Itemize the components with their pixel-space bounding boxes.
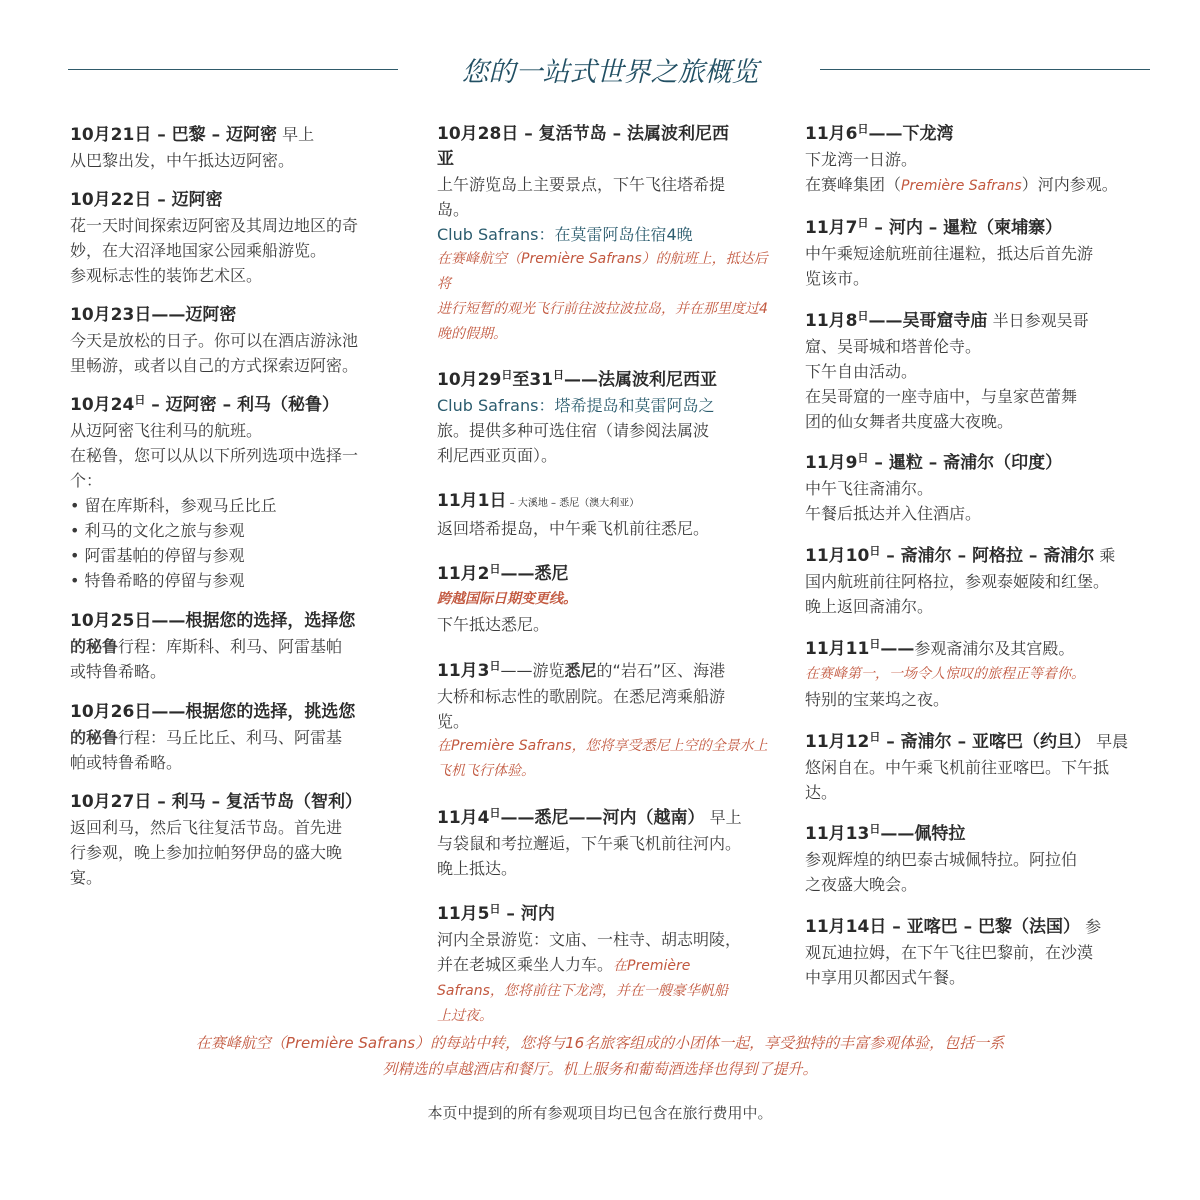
highlight-note: 上过夜。 xyxy=(437,1008,493,1024)
entry-heading: 10月23日——迈阿密 xyxy=(70,305,237,325)
footer-line: 在赛峰航空（Première Safrans）的每站中转，您将与16名旅客组成的小团体一起，享受独特的丰富参观体验，包括一系 xyxy=(195,1034,1005,1052)
option-list xyxy=(70,493,400,593)
itinerary-entry xyxy=(805,216,1160,291)
entry-heading: 11月1日 – 大溪地 – 悉尼（澳大利亚） xyxy=(437,491,640,511)
itinerary-entry xyxy=(805,822,1160,897)
entry-heading: 11月$13^日——$佩特拉 xyxy=(805,822,966,844)
entry-text: 在秘鲁，您可以从以下所列选项中选择一 xyxy=(70,446,359,465)
highlight-note: 在赛峰航空（Première Safrans）的航班上，抵达后将 xyxy=(437,251,768,292)
list-item: • 阿雷基帕的停留与参观 xyxy=(70,543,400,568)
entry-text: 从迈阿密飞往利马的航班。 xyxy=(70,421,263,440)
itinerary-column-3 xyxy=(805,122,1160,1007)
entry-inline-text: 早上 xyxy=(277,125,315,144)
itinerary-entry: 11月$5^日$ – 河内 河内全景游览：文庙、一柱寺、胡志明陵， 并在老城区乘坐人力车。在Première Safrans，您将前往下龙湾，并在一艘豪华帆船 上过夜。 xyxy=(437,902,779,1029)
entry-heading: 11月$3^日$ xyxy=(437,659,501,681)
entry-heading: 11月$6^日——$下龙湾 xyxy=(805,122,954,144)
itinerary-entry: 11月$6^日——$下龙湾 下龙湾一日游。 在赛峰集团（Première Safrans）河内参观。 xyxy=(805,122,1160,199)
entry-text: 行参观，晚上参加拉帕努伊岛的盛大晚 xyxy=(70,843,343,862)
entry-text: 行程：库斯科、利马、阿雷基帕 xyxy=(118,637,343,656)
itinerary-entry: 10月26日——根据您的选择，挑选您 的秘鲁行程：马丘比丘、利马、阿雷基 帕或特鲁希略。 xyxy=(70,699,400,775)
entry-text: 里畅游，或者以自己的方式探索迈阿密。 xyxy=(70,356,359,375)
entry-heading: 亚 xyxy=(437,149,454,169)
entry-heading: 10月$29^日$至$31^日——$法属波利尼西亚 xyxy=(437,368,717,390)
entry-text: 午餐后抵达并入住酒店。 xyxy=(805,504,982,523)
entry-heading: 11月$5^日$ – 河内 xyxy=(437,902,555,924)
itinerary-entry: 11月$12^日$ – 斋浦尔 – 亚喀巴（约旦） 早晨 悠闲自在。中午乘飞机前往亚喀巴。下午抵 达。 xyxy=(805,729,1160,805)
entry-heading: 10月28日 – 复活节岛 – 法属波利尼西 xyxy=(437,124,729,144)
entry-text: 行程：马丘比丘、利马、阿雷基 xyxy=(118,728,343,747)
itinerary-entry xyxy=(437,368,779,468)
entry-heading: 11月$4^日——$悉尼——河内（越南） xyxy=(437,806,705,828)
page-header xyxy=(0,48,1200,92)
itinerary-entry: 11月14日 – 亚喀巴 – 巴黎（法国） 参 观瓦迪拉姆，在下午飞往巴黎前，在沙漠 中享用贝都因式午餐。 xyxy=(805,914,1160,990)
entry-text: 下午自由活动。 xyxy=(805,362,918,381)
entry-heading: 11月$8^日——$吴哥窟寺庙 xyxy=(805,309,988,331)
itinerary-entry: 11月$4^日——$悉尼——河内（越南） 早上 与袋鼠和考拉邂逅，下午乘飞机前往河内。 晚上抵达。 xyxy=(437,805,779,881)
entry-heading: 11月$11^日——$ xyxy=(805,637,915,659)
entry-text: 晚上返回斋浦尔。 xyxy=(805,597,934,616)
entry-heading: 11月14日 – 亚喀巴 – 巴黎（法国） xyxy=(805,917,1080,937)
itinerary-entry xyxy=(805,451,1160,526)
list-item: • 利马的文化之旅与参观 xyxy=(70,518,400,543)
header-rule-left xyxy=(68,69,398,70)
itinerary-entry xyxy=(437,122,779,347)
entry-text: 中享用贝都因式午餐。 xyxy=(805,968,966,987)
highlight-note: 晚的假期。 xyxy=(437,326,507,342)
entry-text: 中午乘短途航班前往暹粒，抵达后首先游 xyxy=(805,244,1094,263)
highlight-note: 飞机飞行体验。 xyxy=(437,763,535,779)
club-note: Club Safrans：在莫雷阿岛住宿4晚 xyxy=(437,225,693,244)
entry-text: 个： xyxy=(70,471,103,490)
entry-text: 宴。 xyxy=(70,868,103,887)
entry-heading: 10月22日 – 迈阿密 xyxy=(70,190,223,210)
entry-text: 悠闲自在。中午乘飞机前往亚喀巴。下午抵 xyxy=(805,758,1110,777)
entry-text: 旅。提供多种可选住宿（请参阅法属波 xyxy=(437,421,710,440)
itinerary-entry xyxy=(70,188,400,288)
itinerary-entry xyxy=(437,489,779,541)
itinerary-entry xyxy=(70,790,400,890)
entry-text: 览该市。 xyxy=(805,269,870,288)
itinerary-entry: 11月$3^日——$游览悉尼的“岩石”区、海港 大桥和标志性的歌剧院。在悉尼湾乘船游 览。 在Première Safrans，您将享受悉尼上空的全景水上 飞机飞行体验。 xyxy=(437,658,779,784)
entry-heading: 11月$12^日$ – 斋浦尔 – 亚喀巴（约旦） xyxy=(805,730,1092,752)
highlight-note: 在赛峰第一，一场令人惊叹的旅程正等着你。 xyxy=(805,666,1085,682)
entry-text: 达。 xyxy=(805,783,838,802)
entry-text: 大桥和标志性的歌剧院。在悉尼湾乘船游 xyxy=(437,687,726,706)
highlight-note: 跨越国际日期变更线。 xyxy=(437,591,577,607)
entry-text: 帕或特鲁希略。 xyxy=(70,753,183,772)
highlight-note: 进行短暂的观光飞行前往波拉波拉岛，并在那里度过4 xyxy=(437,301,768,317)
entry-text: 下龙湾一日游。 xyxy=(805,150,918,169)
entry-heading: 10月26日——根据您的选择， xyxy=(70,702,305,722)
entry-text: 参观辉煌的纳巴泰古城佩特拉。阿拉伯 xyxy=(805,850,1078,869)
header-rule-right xyxy=(820,69,1150,70)
itinerary-entry xyxy=(70,393,400,593)
entry-text: 窟、吴哥城和塔普伦寺。 xyxy=(805,337,982,356)
entry-text: 利尼西亚页面）。 xyxy=(437,446,558,465)
entry-text: 返回利马，然后飞往复活节岛。首先进 xyxy=(70,818,343,837)
itinerary-entry: 11月$11^日——$参观斋浦尔及其宫殿。 在赛峰第一，一场令人惊叹的旅程正等着你。 特别的宝莱坞之夜。 xyxy=(805,636,1160,712)
itinerary-entry: 11月$10^日$ – 斋浦尔 – 阿格拉 – 斋浦尔 乘 国内航班前往阿格拉，参观泰姬陵和红堡。 晚上返回斋浦尔。 xyxy=(805,543,1160,619)
entry-text: 团的仙女舞者共度盛大夜晚。 xyxy=(805,412,1014,431)
entry-text: 从巴黎出发，中午抵达迈阿密。 xyxy=(70,151,295,170)
entry-heading: 10月$24^日$ – 迈阿密 – 利马（秘鲁） xyxy=(70,393,340,415)
entry-text: 下午抵达悉尼。 xyxy=(437,615,550,634)
entry-heading: 11月$2^日——$悉尼 xyxy=(437,562,569,584)
itinerary-column-1 xyxy=(70,122,400,905)
itinerary-column-2 xyxy=(437,122,779,1050)
entry-text: 参观标志性的装饰艺术区。 xyxy=(70,266,263,285)
footer-highlight xyxy=(0,1030,1200,1082)
entry-heading: 11月$9^日$ – 暹粒 – 斋浦尔（印度） xyxy=(805,451,1063,473)
entry-heading: 11月$7^日$ – 河内 – 暹粒（柬埔寨） xyxy=(805,216,1063,238)
entry-text: Club Safrans：塔希提岛和莫雷阿岛之 xyxy=(437,396,715,415)
entry-text: 晚上抵达。 xyxy=(437,859,518,878)
entry-text: 或特鲁希略。 xyxy=(70,662,167,681)
footer-line: 列精选的卓越酒店和餐厅。机上服务和葡萄酒选择也得到了提升。 xyxy=(382,1060,818,1078)
itinerary-entry: 10月25日——根据您的选择，选择您 的秘鲁行程：库斯科、利马、阿雷基帕 或特鲁希略。 xyxy=(70,608,400,684)
highlight-note: 在Première Safrans，您将享受悉尼上空的全景水上 xyxy=(437,738,768,754)
entry-text: 河内全景游览：文庙、一柱寺、胡志明陵， xyxy=(437,930,742,949)
entry-text: 特别的宝莱坞之夜。 xyxy=(805,690,950,709)
entry-text: 返回塔希提岛，中午乘飞机前往悉尼。 xyxy=(437,519,710,538)
entry-heading: 10月27日 – 利马 – 复活节岛（智利） xyxy=(70,792,362,812)
list-item: • 特鲁希略的停留与参观 xyxy=(70,568,400,593)
entry-text: 今天是放松的日子。你可以在酒店游泳池 xyxy=(70,331,359,350)
entry-heading: 11月$10^日$ – 斋浦尔 – 阿格拉 – 斋浦尔 xyxy=(805,544,1095,566)
entry-text: 观瓦迪拉姆，在下午飞往巴黎前，在沙漠 xyxy=(805,943,1094,962)
entry-heading: 10月21日 – 巴黎 – 迈阿密 xyxy=(70,125,277,145)
page-title: 您的一站式世界之旅概览 xyxy=(461,57,759,88)
entry-text: 国内航班前往阿格拉，参观泰姬陵和红堡。 xyxy=(805,572,1110,591)
entry-text: 之夜盛大晚会。 xyxy=(805,875,918,894)
entry-text: 岛。 xyxy=(437,200,470,219)
entry-text: 花一天时间探索迈阿密及其周边地区的奇 xyxy=(70,216,359,235)
entry-text: 妙，在大沼泽地国家公园乘船游览。 xyxy=(70,241,327,260)
itinerary-entry xyxy=(437,562,779,637)
entry-text: 与袋鼠和考拉邂逅，下午乘飞机前往河内。 xyxy=(437,834,742,853)
entry-text: 在吴哥窟的一座寺庙中，与皇家芭蕾舞 xyxy=(805,387,1078,406)
highlight-note: Safrans，您将前往下龙湾，并在一艘豪华帆船 xyxy=(437,983,728,999)
itinerary-entry: 11月$8^日——$吴哥窟寺庙 半日参观吴哥 窟、吴哥城和塔普伦寺。 下午自由活动。 在吴哥窟的一座寺庙中，与皇家芭蕾舞 团的仙女舞者共度盛大夜晚。 xyxy=(805,308,1160,434)
itinerary-entry xyxy=(70,303,400,378)
entry-text: 览。 xyxy=(437,712,470,731)
footer-note: 本页中提到的所有参观项目均已包含在旅行费用中。 xyxy=(427,1104,773,1122)
entry-heading: 10月25日——根据您的选择， xyxy=(70,611,305,631)
entry-text: 上午游览岛上主要景点，下午飞往塔希提 xyxy=(437,175,726,194)
entry-text: 中午飞往斋浦尔。 xyxy=(805,479,934,498)
list-item: • 留在库斯科，参观马丘比丘 xyxy=(70,493,400,518)
itinerary-entry xyxy=(70,122,400,173)
